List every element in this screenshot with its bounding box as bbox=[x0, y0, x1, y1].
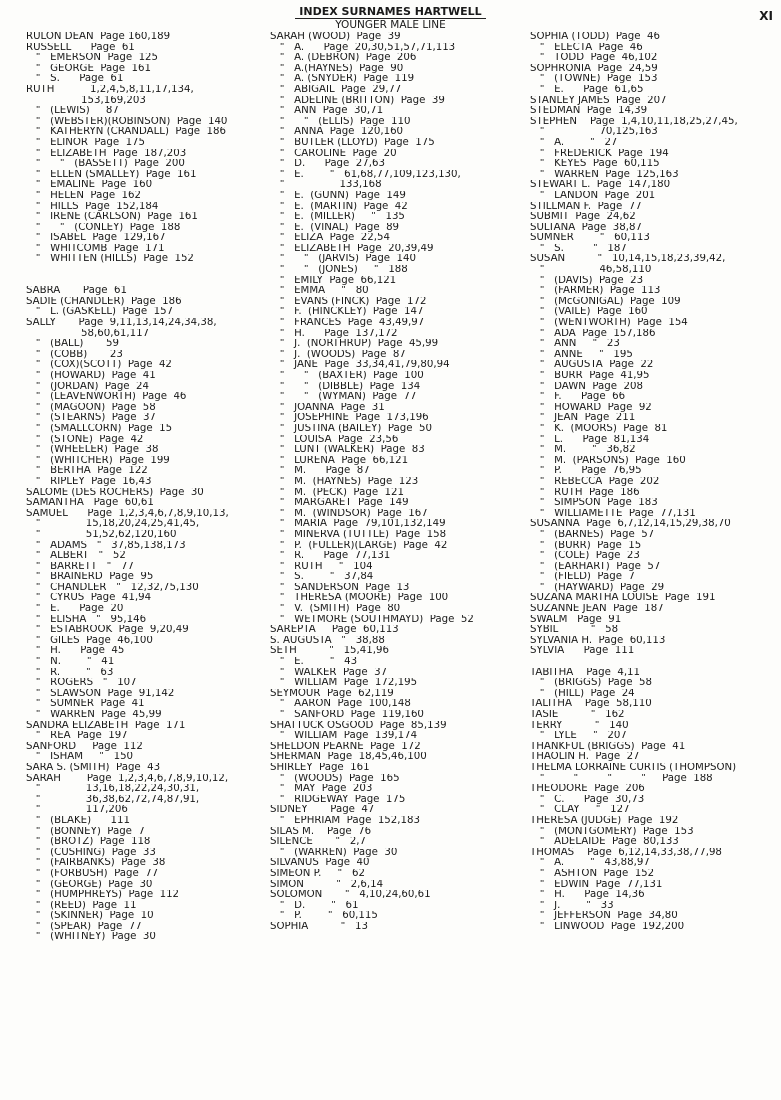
index-entry: SALOME (DES ROCHERS) Page 30 bbox=[26, 487, 204, 498]
index-entry: " (COX)(SCOTT) Page 42 bbox=[26, 360, 172, 371]
index-entry: " (COBB) 23 bbox=[26, 349, 123, 360]
index-entry: SUSAN " 10,14,15,18,23,39,42, bbox=[530, 254, 726, 265]
index-entry: " SIMPSON Page 183 bbox=[530, 498, 658, 509]
index-entry: " HILLS Page 152,184 bbox=[26, 201, 159, 212]
index-entry: " CAROLINE Page 20 bbox=[270, 148, 397, 159]
index-entry: " RUTH " 104 bbox=[270, 561, 373, 572]
index-entry: " BRAINERD Page 95 bbox=[26, 572, 154, 583]
index-entry: " (FORBUSH) Page 77 bbox=[26, 868, 159, 879]
index-entry: " 36,38,62,72,74,87,91, bbox=[26, 794, 200, 805]
index-entry: " P. (FULLER)(LARGE) Page 42 bbox=[270, 540, 448, 551]
index-entry: " E. Page 20 bbox=[26, 604, 124, 615]
index-entry: " E. " 61,68,77,109,123,130, bbox=[270, 169, 461, 180]
index-entry: " L. (GASKELL) Page 157 bbox=[26, 307, 174, 318]
index-entry: " M. (WINDSOR) Page 167 bbox=[270, 508, 428, 519]
index-entry: " 46,58,110 bbox=[530, 265, 652, 276]
index-entry: SHELDON PEARNE Page 172 bbox=[270, 741, 421, 752]
index-entry: " LYLE " 207 bbox=[530, 731, 627, 742]
index-entry: SANFORD Page 112 bbox=[26, 741, 143, 752]
index-entry: " ELISHA " 95,146 bbox=[26, 614, 147, 625]
index-entry: " RIPLEY Page 16,43 bbox=[26, 476, 152, 487]
page-title: INDEX SURNAMES HARTWELL bbox=[295, 6, 485, 19]
index-entry: SOPHIA (TODD) Page 46 bbox=[530, 32, 660, 42]
index-entry: " WILLIAM Page 139,174 bbox=[270, 731, 418, 742]
index-entry: " P. Page 76,95 bbox=[530, 466, 642, 477]
index-entry: " S. " 37,84 bbox=[270, 572, 374, 583]
index-entry: SWALM Page 91 bbox=[530, 614, 622, 625]
index-entry: " CHANDLER " 12,32,75,130 bbox=[26, 582, 199, 593]
index-entry: SAREPTA Page 60,113 bbox=[270, 625, 399, 636]
index-entry: " (TOWNE) Page 153 bbox=[530, 74, 658, 85]
index-entry: " ELLEN (SMALLEY) Page 161 bbox=[26, 169, 197, 180]
index-entry: " (MAGOON) Page 58 bbox=[26, 402, 156, 413]
index-entry bbox=[530, 657, 780, 668]
index-entry: " ASHTON Page 152 bbox=[530, 868, 655, 879]
index-entry: " ELIZA Page 22,54 bbox=[270, 233, 390, 244]
index-entry: " L. Page 81,134 bbox=[530, 434, 650, 445]
index-entry: " C. Page 30,73 bbox=[530, 794, 645, 805]
index-entry: " EPHRIAM Page 152,183 bbox=[270, 815, 420, 826]
index-entry: " EMERSON Page 125 bbox=[26, 53, 159, 64]
index-entry: " " (DIBBLE) Page 134 bbox=[270, 381, 421, 392]
index-entry: " JUSTINA (BAILEY) Page 50 bbox=[270, 423, 432, 434]
index-entry: " V. (SMITH) Page 80 bbox=[270, 604, 401, 615]
index-entry: " (MONTGOMERY) Page 153 bbox=[530, 826, 694, 837]
index-entry: " (VAILE) Page 160 bbox=[530, 307, 648, 318]
index-entry: " AUGUSTA Page 22 bbox=[530, 360, 654, 371]
index-entry: " TODD Page 46,102 bbox=[530, 53, 658, 64]
index-entry: " D. Page 27,63 bbox=[270, 159, 385, 170]
index-entry: " ANN " 23 bbox=[530, 339, 620, 350]
index-entry: " SLAWSON Page 91,142 bbox=[26, 688, 175, 699]
index-entry: " " " " Page 188 bbox=[530, 773, 713, 784]
index-entry: " A. Page 20,30,51,57,71,113 bbox=[270, 42, 456, 53]
index-entry: " RUTH Page 186 bbox=[530, 487, 640, 498]
index-entry: TALITHA Page 58,110 bbox=[530, 699, 652, 710]
index-entry: " J. " 33 bbox=[530, 900, 614, 911]
index-entry: " MARIA Page 79,101,132,149 bbox=[270, 519, 446, 530]
index-entry: " ESTABROOK Page 9,20,49 bbox=[26, 625, 189, 636]
index-entry: " (BARNES) Page 57 bbox=[530, 529, 655, 540]
index-entry: " EMALINE Page 160 bbox=[26, 180, 153, 191]
index-entry: " ROGERS " 107 bbox=[26, 678, 137, 689]
index-entry: " JOSEPHINE Page 173,196 bbox=[270, 413, 429, 424]
index-entry: " J. (WOODS) Page 87 bbox=[270, 349, 406, 360]
index-entry: " " (ELLIS) Page 110 bbox=[270, 116, 411, 127]
index-entry: " (FARMER) Page 113 bbox=[530, 286, 661, 297]
index-entry: " MINERVA (TUTTLE) Page 158 bbox=[270, 529, 447, 540]
index-entry: " CLAY " 127 bbox=[530, 805, 630, 816]
index-entry: " LOUISA Page 23,56 bbox=[270, 434, 399, 445]
index-entry: " GEORGE Page 161 bbox=[26, 63, 151, 74]
index-entry: " ISHAM " 150 bbox=[26, 752, 134, 763]
index-entry: THERESA (JUDGE) Page 192 bbox=[530, 815, 679, 826]
index-entry: " ADAMS " 37,85,138,173 bbox=[26, 540, 186, 551]
index-entry: " AARON Page 100,148 bbox=[270, 699, 411, 710]
index-entry: " 117,206 bbox=[26, 805, 128, 816]
index-entry: " H. Page 14,36 bbox=[530, 890, 645, 901]
index-entry: 58,60,61,117 bbox=[26, 328, 150, 339]
index-entry: " E. " 43 bbox=[270, 657, 358, 668]
index-entry: SIDNEY Page 47 bbox=[270, 805, 375, 816]
index-entry: " JANE Page 33,34,41,79,80,94 bbox=[270, 360, 450, 371]
index-entry: " (WHITCHER) Page 199 bbox=[26, 455, 170, 466]
index-entry: " (HAYWARD) Page 29 bbox=[530, 582, 665, 593]
index-entry: " " (JARVIS) Page 140 bbox=[270, 254, 416, 265]
index-entry: SIMEON P. " 62 bbox=[270, 868, 365, 879]
index-entry: " (SKINNER) Page 10 bbox=[26, 911, 154, 922]
index-entry: " " (JONES) " 188 bbox=[270, 265, 408, 276]
index-entry: " (HILL) Page 24 bbox=[530, 688, 635, 699]
index-entry: " JOANNA Page 31 bbox=[270, 402, 385, 413]
index-entry: " HOWARD Page 92 bbox=[530, 402, 652, 413]
index-entry: " MAY Page 203 bbox=[270, 784, 373, 795]
index-entry: " (BLAKE) 111 bbox=[26, 815, 130, 826]
index-entry: SANDRA ELIZABETH Page 171 bbox=[26, 720, 186, 731]
index-entry: TERRY " 140 bbox=[530, 720, 629, 731]
index-entry: " (WHITNEY) Page 30 bbox=[26, 932, 156, 943]
index-entry: " M. (HAYNES) Page 123 bbox=[270, 476, 419, 487]
index-entry: " (WENTWORTH) Page 154 bbox=[530, 318, 688, 329]
index-entry: " (WARREN) Page 30 bbox=[270, 847, 398, 858]
index-entry: S. AUGUSTA " 38,88 bbox=[270, 635, 385, 646]
index-entry bbox=[26, 265, 271, 276]
index-entry: " SANDERSON Page 13 bbox=[270, 582, 410, 593]
index-entry: " R. " 63 bbox=[26, 667, 114, 678]
index-entry: " ELIZABETH Page 20,39,49 bbox=[270, 243, 434, 254]
index-entry: STILLMAN F. Page 77 bbox=[530, 201, 642, 212]
index-entry: SHATTUCK OSGOOD Page 85,139 bbox=[270, 720, 447, 731]
index-entry: " ANN Page 30,71 bbox=[270, 106, 384, 117]
index-entry: " (STEARNS) Page 37 bbox=[26, 413, 156, 424]
index-entry: " (BONNEY) Page 7 bbox=[26, 826, 145, 837]
index-entry: " A. (SNYDER) Page 119 bbox=[270, 74, 415, 85]
index-entry: " ELIZABETH Page 187,203 bbox=[26, 148, 187, 159]
index-entry: " WARREN Page 45,99 bbox=[26, 710, 162, 720]
index-entry: " BUTLER (LLOYD) Page 175 bbox=[270, 137, 435, 148]
index-entry: " F. Page 66 bbox=[530, 392, 626, 403]
index-entry: " (BROTZ) Page 118 bbox=[26, 837, 151, 848]
index-entry: " GILES Page 46,100 bbox=[26, 635, 153, 646]
index-entry: " LINWOOD Page 192,200 bbox=[530, 921, 685, 932]
index-entry: " WILLIAMETTE Page 77,131 bbox=[530, 508, 696, 519]
index-entry: " LUNT (WALKER) Page 83 bbox=[270, 445, 425, 456]
index-entry: " BURR Page 41,95 bbox=[530, 371, 650, 381]
index-entry: " HELEN Page 162 bbox=[26, 190, 142, 201]
index-entry: SARAH Page 1,2,3,4,6,7,8,9,10,12, bbox=[26, 773, 229, 784]
index-entry: SALLY Page 9,11,13,14,24,34,38, bbox=[26, 318, 217, 329]
index-entry: " A. (DEBRON) Page 206 bbox=[270, 53, 417, 64]
index-entry: " " (WYMAN) Page 77 bbox=[270, 392, 417, 403]
index-entry: RUTH 1,2,4,5,8,11,17,134, bbox=[26, 84, 194, 95]
index-entry: SABRA Page 61 bbox=[26, 286, 128, 297]
index-entry: " H. Page 45 bbox=[26, 646, 125, 657]
index-entry: SUSANNA Page 6,7,12,14,15,29,38,70 bbox=[530, 519, 731, 530]
index-entry: " LANDON Page 201 bbox=[530, 190, 656, 201]
index-entry: THELMA LORRAINE CURTIS (THOMPSON) bbox=[530, 762, 737, 773]
index-entry: " ISABEL Page 129,167 bbox=[26, 233, 166, 244]
index-entry: SHIRLEY Page 161 bbox=[270, 762, 370, 773]
index-entry: " ABIGAIL Page 29,77 bbox=[270, 84, 402, 95]
index-entry: " (FIELD) Page 7 bbox=[530, 572, 635, 583]
index-entry: " BARRETT " 77 bbox=[26, 561, 135, 572]
index-entry: SULTANA Page 38,87 bbox=[530, 222, 642, 233]
index-entry: SHERMAN Page 18,45,46,100 bbox=[270, 752, 427, 763]
index-entry: " (HOWARD) Page 41 bbox=[26, 371, 156, 381]
index-entry: STANLEY JAMES Page 207 bbox=[530, 95, 667, 106]
index-entry: SILVANUS Page 40 bbox=[270, 858, 370, 869]
index-entry: " SUMNER Page 41 bbox=[26, 699, 145, 710]
index-entry: SILENCE " 2,7 bbox=[270, 837, 367, 848]
index-entry: " " (BAXTER) Page 100 bbox=[270, 371, 424, 381]
index-entry: " D. " 61 bbox=[270, 900, 359, 911]
index-entry: " S. " 187 bbox=[530, 243, 627, 254]
index-entry: " (DAVIS) Page 23 bbox=[530, 275, 644, 286]
index-entry: " (WOODS) Page 165 bbox=[270, 773, 400, 784]
index-entry: " E. (VINAL) Page 89 bbox=[270, 222, 400, 233]
index-entry: " JEAN Page 211 bbox=[530, 413, 636, 424]
index-entry: SOPHRONIA Page 24,59 bbox=[530, 63, 658, 74]
index-entry: " " (CONLEY) Page 188 bbox=[26, 222, 181, 233]
index-entry: RUSSELL Page 61 bbox=[26, 42, 135, 53]
index-entry: SADIE (CHANDLER) Page 186 bbox=[26, 296, 182, 307]
index-entry: " P. " 60,115 bbox=[270, 911, 378, 922]
index-entry: " ADELINE (BRITTON) Page 39 bbox=[270, 95, 445, 106]
index-column-2 bbox=[270, 32, 532, 932]
index-entry: " ADA Page 157,186 bbox=[530, 328, 656, 339]
index-column-1 bbox=[26, 32, 271, 943]
index-entry: " WARREN Page 125,163 bbox=[530, 169, 679, 180]
index-entry: " EDWIN Page 77,131 bbox=[530, 879, 663, 890]
index-entry: " (LEWIS) 87 bbox=[26, 106, 119, 117]
page-number: XI bbox=[759, 9, 773, 23]
index-entry: SUZANA MARTHA LOUISE Page 191 bbox=[530, 593, 716, 604]
index-entry: " " (BASSETT) Page 200 bbox=[26, 159, 185, 170]
index-entry: " (FAIRBANKS) Page 38 bbox=[26, 858, 166, 869]
index-entry: " DAWN Page 208 bbox=[530, 381, 643, 392]
index-entry: " LURENA Page 66,121 bbox=[270, 455, 409, 466]
index-entry: " (COLE) Page 23 bbox=[530, 551, 640, 562]
index-entry: " WILLIAM Page 172,195 bbox=[270, 678, 418, 689]
index-entry: " BERTHA Page 122 bbox=[26, 466, 148, 477]
index-entry: " MARGARET Page 149 bbox=[270, 498, 409, 509]
index-entry: " (SPEAR) Page 77 bbox=[26, 921, 142, 932]
index-entry: " FREDERICK Page 194 bbox=[530, 148, 669, 159]
index-entry: SAMANTHA Page 60,61 bbox=[26, 498, 154, 509]
index-entry: SYLVANIA H. Page 60,113 bbox=[530, 635, 666, 646]
index-entry: " J. (NORTHRUP) Page 45,99 bbox=[270, 339, 439, 350]
index-entry: SEYMOUR Page 62,119 bbox=[270, 688, 394, 699]
index-entry: " (BRIGGS) Page 58 bbox=[530, 678, 652, 689]
index-entry: STEPHEN Page 1,4,10,11,18,25,27,45, bbox=[530, 116, 738, 127]
index-entry: SIMON " 2,6,14 bbox=[270, 879, 384, 890]
index-entry: SUBMIT Page 24,62 bbox=[530, 212, 636, 223]
index-entry: " ALBERT " 52 bbox=[26, 551, 126, 562]
index-entry: " M. (PECK) Page 121 bbox=[270, 487, 405, 498]
index-entry: " REBECCA Page 202 bbox=[530, 476, 660, 487]
index-entry: " S. Page 61 bbox=[26, 74, 124, 85]
index-entry: " 133,168 bbox=[270, 180, 382, 191]
index-entry: " FRANCES Page 43,49,97 bbox=[270, 318, 425, 329]
index-entry: " 13,16,18,22,24,30,31, bbox=[26, 784, 200, 795]
index-entry: " CYRUS Page 41,94 bbox=[26, 593, 152, 604]
index-entry: " (SMALLCORN) Page 15 bbox=[26, 423, 173, 434]
index-entry: SUMNER " 60,113 bbox=[530, 233, 650, 244]
index-entry: " ELECTA Page 46 bbox=[530, 42, 643, 53]
index-entry: THOMAS Page 6,12,14,33,38,77,98 bbox=[530, 847, 722, 858]
index-entry: " H. Page 137,172 bbox=[270, 328, 398, 339]
index-entry: " WALKER Page 37 bbox=[270, 667, 388, 678]
index-entry: SYLVIA Page 111 bbox=[530, 646, 635, 657]
index-entry: SARAH (WOOD) Page 39 bbox=[270, 32, 401, 42]
index-entry: " (STONE) Page 42 bbox=[26, 434, 144, 445]
index-entry: " (JORDAN) Page 24 bbox=[26, 381, 150, 392]
index-entry: " REA Page 197 bbox=[26, 731, 128, 742]
index-entry: SOLOMON " 4,10,24,60,61 bbox=[270, 890, 431, 901]
index-entry: " (REED) Page 11 bbox=[26, 900, 137, 911]
index-entry: " E. (GUNN) Page 149 bbox=[270, 190, 406, 201]
index-entry: " ANNE " 195 bbox=[530, 349, 633, 360]
index-entry: " WHITTEN (HILLS) Page 152 bbox=[26, 254, 194, 265]
index-entry: " EMMA " 80 bbox=[270, 286, 369, 297]
index-entry: " (WHEELER) Page 38 bbox=[26, 445, 159, 456]
index-entry: " N. " 41 bbox=[26, 657, 115, 668]
index-entry: " EVANS (FINCK) Page 172 bbox=[270, 296, 427, 307]
index-entry: " E. (MILLER) " 135 bbox=[270, 212, 405, 223]
index-entry: THEODORE Page 206 bbox=[530, 784, 645, 795]
index-entry: " KATHERYN (CRANDALL) Page 186 bbox=[26, 127, 226, 138]
index-entry: STEDMAN Page 14,39 bbox=[530, 106, 648, 117]
index-entry: SYBIL " 58 bbox=[530, 625, 619, 636]
index-entry: SAMUEL Page 1,2,3,4,6,7,8,9,10,13, bbox=[26, 508, 229, 519]
index-entry: STEWART L. Page 147,180 bbox=[530, 180, 671, 191]
index-entry: " WHITCOMB Page 171 bbox=[26, 243, 165, 254]
index-entry: " ADELAIDE Page 80,133 bbox=[530, 837, 679, 848]
index-entry: RULON DEAN Page 160,189 bbox=[26, 32, 171, 42]
index-entry: " JEFFERSON Page 34,80 bbox=[530, 911, 678, 922]
index-entry: " SANFORD Page 119,160 bbox=[270, 710, 424, 720]
index-entry: " 15,18,20,24,25,41,45, bbox=[26, 519, 200, 530]
index-entry: SOPHIA " 13 bbox=[270, 921, 369, 932]
index-entry: " A. " 43,88,97 bbox=[530, 858, 650, 869]
index-entry: " (McGONIGAL) Page 109 bbox=[530, 296, 681, 307]
index-entry: THANKFUL (BRIGGS) Page 41 bbox=[530, 741, 686, 752]
index-entry: " (BURR) Page 15 bbox=[530, 540, 642, 551]
index-entry: " M. Page 87 bbox=[270, 466, 370, 477]
index-column-3 bbox=[530, 32, 780, 932]
index-entry: " THERESA (MOORE) Page 100 bbox=[270, 593, 449, 604]
index-entry: 153,169,203 bbox=[26, 95, 146, 106]
index-entry: " 51,52,62,120,160 bbox=[26, 529, 177, 540]
index-entry: SARA S. (SMITH) Page 43 bbox=[26, 762, 161, 773]
index-entry: " M. " 36,82 bbox=[530, 445, 636, 456]
index-entry: TASIE " 162 bbox=[530, 710, 625, 720]
index-entry: " (BALL) 59 bbox=[26, 339, 120, 350]
page-header bbox=[0, 6, 781, 31]
index-entry: " E. (MARTIN) Page 42 bbox=[270, 201, 408, 212]
index-entry: " KEYES Page 60,115 bbox=[530, 159, 660, 170]
index-entry: " (LEAVENWORTH) Page 46 bbox=[26, 392, 187, 403]
index-entry: SUZANNE JEAN Page 187 bbox=[530, 604, 664, 615]
index-entry: SETH " 15,41,96 bbox=[270, 646, 389, 657]
index-entry: " E. Page 61,65 bbox=[530, 84, 644, 95]
index-entry: " A.(HAYNES) Page 90 bbox=[270, 63, 404, 74]
index-entry: " (EARHART) Page 57 bbox=[530, 561, 661, 572]
index-entry: " RIDGEWAY Page 175 bbox=[270, 794, 406, 805]
index-entry: " ELINOR Page 175 bbox=[26, 137, 146, 148]
index-entry: " R. Page 77,131 bbox=[270, 551, 391, 562]
index-entry bbox=[26, 276, 271, 287]
index-entry: " EMILY Page 66,121 bbox=[270, 275, 397, 286]
index-entry: " ANNA Page 120,160 bbox=[270, 127, 404, 138]
index-entry: SILAS M. Page 76 bbox=[270, 826, 372, 837]
index-entry: " (HUMPHREYS) Page 112 bbox=[26, 890, 180, 901]
index-entry: TABITHA Page 4,11 bbox=[530, 667, 641, 678]
index-entry: " M. (PARSONS) Page 160 bbox=[530, 455, 686, 466]
index-entry: " (GEORGE) Page 30 bbox=[26, 879, 153, 890]
page-subtitle: YOUNGER MALE LINE bbox=[335, 19, 446, 31]
index-entry: " (CUSHING) Page 33 bbox=[26, 847, 156, 858]
index-entry: " K. (MOORS) Page 81 bbox=[530, 423, 668, 434]
index-entry: " F. (HINCKLEY) Page 147 bbox=[270, 307, 424, 318]
index-entry: " 70,125,163 bbox=[530, 127, 658, 138]
index-entry: " WETMORE (SOUTHMAYD) Page 52 bbox=[270, 614, 474, 625]
index-entry: " IRENE (CARLSON) Page 161 bbox=[26, 212, 198, 223]
index-entry: " A. " 27 bbox=[530, 137, 618, 148]
index-entry: " (WEBSTER)(ROBINSON) Page 140 bbox=[26, 116, 228, 127]
index-entry: THAOLIN H. Page 27 bbox=[530, 752, 640, 763]
